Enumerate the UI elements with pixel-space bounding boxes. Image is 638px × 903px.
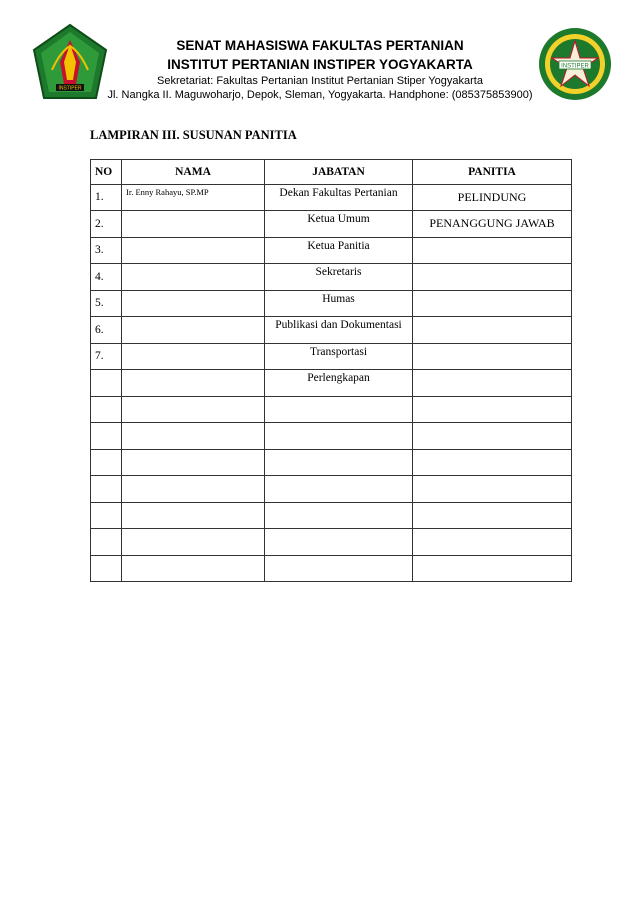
cell-panitia — [413, 290, 572, 317]
table-row — [91, 237, 572, 264]
cell-jabatan: Publikasi dan Dokumentasi — [265, 317, 413, 344]
cell-nama — [122, 476, 265, 503]
cell-no: 6. — [91, 317, 122, 344]
cell-panitia — [413, 423, 572, 450]
cell-panitia — [413, 476, 572, 503]
header-nama: NAMA — [122, 160, 265, 185]
cell-no — [91, 555, 122, 582]
cell-nama — [122, 423, 265, 450]
cell-panitia — [413, 396, 572, 423]
cell-nama — [122, 211, 265, 238]
right-logo-text: INSTIPER — [561, 63, 589, 70]
cell-jabatan — [265, 423, 413, 450]
cell-panitia — [413, 502, 572, 529]
header-panitia: PANITIA — [413, 160, 572, 185]
cell-nama — [122, 555, 265, 582]
cell-jabatan: Perlengkapan — [265, 370, 413, 397]
cell-panitia — [413, 370, 572, 397]
cell-nama — [122, 502, 265, 529]
cell-jabatan: Ketua Panitia — [265, 237, 413, 264]
cell-nama — [122, 529, 265, 556]
cell-no — [91, 396, 122, 423]
cell-panitia — [413, 555, 572, 582]
table-row — [91, 449, 572, 476]
cell-nama: Ir. Enny Rahayu, SP.MP — [122, 184, 265, 211]
table-row — [91, 502, 572, 529]
letterhead-address: Jl. Nangka II. Maguwoharjo, Depok, Sleman, Yogyakarta. Handphone: (085375853900) — [107, 89, 533, 101]
cell-no: 7. — [91, 343, 122, 370]
cell-no: 5. — [91, 290, 122, 317]
cell-nama — [122, 396, 265, 423]
cell-jabatan: Humas — [265, 290, 413, 317]
left-logo-text: INSTIPER — [58, 85, 82, 92]
cell-panitia — [413, 264, 572, 291]
header-jabatan: JABATAN — [265, 160, 413, 185]
cell-nama — [122, 237, 265, 264]
cell-jabatan — [265, 555, 413, 582]
table-row — [91, 264, 572, 291]
table-row — [91, 476, 572, 503]
cell-no: 3. — [91, 237, 122, 264]
cell-nama — [122, 370, 265, 397]
table-row — [91, 396, 572, 423]
letterhead-title: SENAT MAHASISWA FAKULTAS PERTANIAN — [176, 38, 464, 53]
cell-no: 4. — [91, 264, 122, 291]
cell-no — [91, 529, 122, 556]
table-row — [91, 555, 572, 582]
cell-panitia — [413, 237, 572, 264]
cell-panitia — [413, 317, 572, 344]
cell-nama — [122, 290, 265, 317]
cell-panitia — [413, 529, 572, 556]
cell-nama — [122, 343, 265, 370]
letterhead — [0, 0, 638, 110]
cell-jabatan — [265, 396, 413, 423]
cell-jabatan: Transportasi — [265, 343, 413, 370]
cell-panitia: PENANGGUNG JAWAB — [413, 211, 572, 238]
cell-jabatan: Dekan Fakultas Pertanian — [265, 184, 413, 211]
table-row — [91, 423, 572, 450]
cell-no — [91, 502, 122, 529]
table-row — [91, 370, 572, 397]
cell-no — [91, 423, 122, 450]
cell-no: 2. — [91, 211, 122, 238]
cell-panitia — [413, 343, 572, 370]
cell-no — [91, 449, 122, 476]
cell-jabatan — [265, 449, 413, 476]
cell-panitia: PELINDUNG — [413, 184, 572, 211]
letterhead-secretariat: Sekretariat: Fakultas Pertanian Institut Pertanian Stiper Yogyakarta — [157, 75, 483, 87]
cell-jabatan — [265, 502, 413, 529]
cell-no: 1. — [91, 184, 122, 211]
cell-jabatan — [265, 529, 413, 556]
table-row — [91, 184, 572, 211]
table-row — [91, 290, 572, 317]
cell-jabatan: Sekretaris — [265, 264, 413, 291]
cell-jabatan: Ketua Umum — [265, 211, 413, 238]
cell-nama — [122, 449, 265, 476]
table-row — [91, 529, 572, 556]
cell-no — [91, 370, 122, 397]
header-no: NO — [91, 160, 122, 185]
table-row — [91, 343, 572, 370]
committee-table — [90, 159, 572, 582]
section-title: LAMPIRAN III. SUSUNAN PANITIA — [90, 128, 297, 142]
cell-no — [91, 476, 122, 503]
table-row — [91, 211, 572, 238]
table-row — [91, 317, 572, 344]
cell-nama — [122, 317, 265, 344]
table-header-row — [91, 160, 572, 185]
letterhead-institute: INSTITUT PERTANIAN INSTIPER YOGYAKARTA — [167, 57, 473, 72]
cell-nama — [122, 264, 265, 291]
cell-jabatan — [265, 476, 413, 503]
cell-panitia — [413, 449, 572, 476]
